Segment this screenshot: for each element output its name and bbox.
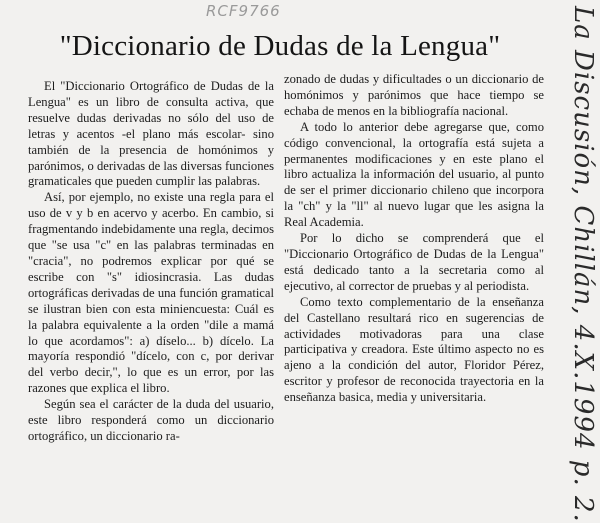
paragraph: Por lo dicho se comprenderá que el "Diccionario Ortográfico de Dudas de la Lengua" está dedicado tanto a la secretaria como al ejecutivo, al corrector de pruebas y al periodista. xyxy=(284,231,544,293)
article-column-right xyxy=(284,72,544,406)
archive-stamp: RCF9766 xyxy=(206,2,281,20)
paragraph: Así, por ejemplo, no existe una regla para el uso de v y b en acervo y acerbo. En cambio, si fragmentando indebidamente una regla, decimos que "se usa "c" en las palabras terminadas en "cracia", no podremos explicar por qué se escribe con "s" idiosincrasia. Las dudas ortográficas derivadas de una función gramatical se ilustran bien con esta miniencuesta: Cuál es la palabra equivalente a la orden "dile a mamá lo que acordamos": a) díselo... b) dícelo. La mayoría respondió "dícelo, con c, por derivar del verbo decir,", lo que es un error, por las razones que explica el libro. xyxy=(28,190,274,396)
article-column-left xyxy=(28,79,274,445)
handwritten-source-note: La Discusión, Chillán, 4.X.1994 p. 2. xyxy=(568,6,598,523)
paragraph: Según sea el carácter de la duda del usuario, este libro responderá como un diccionario ortográfico, un diccionario ra- xyxy=(28,397,274,443)
paragraph: El "Diccionario Ortográfico de Dudas de la Lengua" es un libro de consulta activa, que resuelve dudas derivadas no sólo del uso de letras y acentos -el plano más escolar- sino también de la presencia de homónimos y parónimos, o derivadas de las diversas funciones gramaticales que pueden cumplir las palabras. xyxy=(28,79,274,189)
article-headline: "Diccionario de Dudas de la Lengua" xyxy=(59,30,501,62)
paragraph: zonado de dudas y dificultades o un diccionario de homónimos y parónimos que hace tiempo se echaba de menos en la bibliografía nacional. xyxy=(284,72,544,118)
paragraph: Como texto complementario de la enseñanza del Castellano resultará rico en sugerencias de actividades motivadoras para una clase participativa y creadora. Este último aspecto no es ajeno a la condición del autor, Floridor Pérez, escritor y profesor de reconocida trayectoria en la enseñanza basica, media y universitaria. xyxy=(284,294,544,405)
paragraph: A todo lo anterior debe agregarse que, como código convencional, la ortografía está sujeta a permanentes modificaciones y en este plano el libro actualiza la información del usuario, al punto de ser el primer diccionario chileno que incorpora la "ch" y la "ll" al nuevo lugar que les asigna la Real Academia. xyxy=(284,119,544,230)
